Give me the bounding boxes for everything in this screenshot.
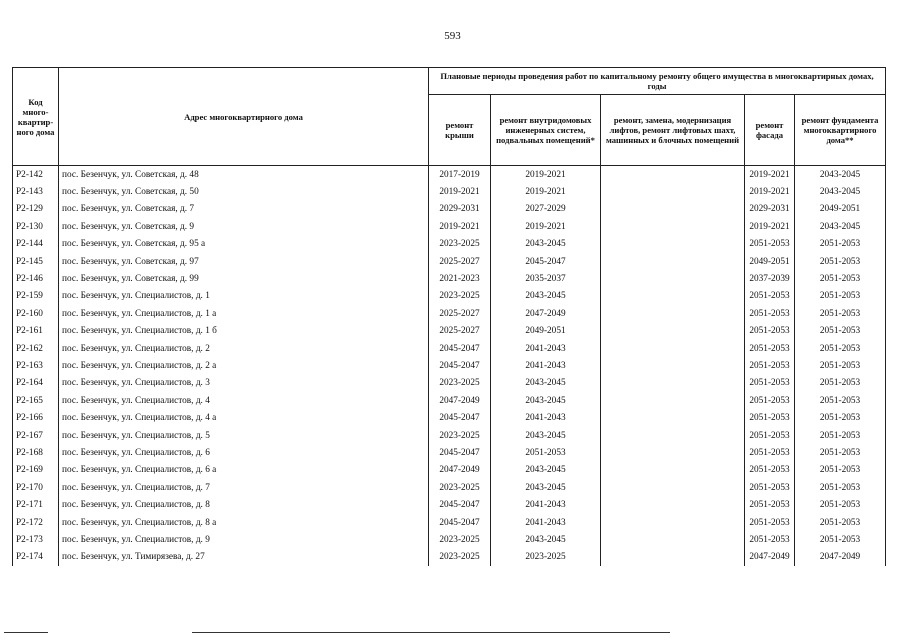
cell-facade: 2051-2053 [745,531,795,548]
cell-systems: 2035-2037 [491,270,601,287]
cell-address: пос. Безенчук, ул. Советская, д. 95 а [59,236,429,253]
cell-foundation: 2051-2053 [795,392,886,409]
cell-address: пос. Безенчук, ул. Специалистов, д. 8 а [59,514,429,531]
cell-elevator [601,357,745,374]
header-facade: ремонт фасада [745,95,795,166]
header-elevator: ремонт, замена, модернизация лифтов, ремонт лифтовых шахт, машинных и блочных помещений [601,95,745,166]
cell-roof: 2045-2047 [429,444,491,461]
cell-facade: 2019-2021 [745,183,795,200]
cell-foundation: 2051-2053 [795,375,886,392]
table-row [13,409,886,426]
cell-foundation: 2043-2045 [795,166,886,184]
cell-foundation: 2051-2053 [795,444,886,461]
table-row [13,340,886,357]
cell-address: пос. Безенчук, ул. Специалистов, д. 9 [59,531,429,548]
cell-foundation: 2051-2053 [795,270,886,287]
cell-code: Р2-162 [13,340,59,357]
cell-facade: 2051-2053 [745,236,795,253]
header-foundation: ремонт фундамента многоквартирного дома** [795,95,886,166]
cell-roof: 2019-2021 [429,183,491,200]
cell-systems: 2019-2021 [491,183,601,200]
cell-roof: 2023-2025 [429,375,491,392]
cell-elevator [601,305,745,322]
cell-roof: 2025-2027 [429,253,491,270]
cell-elevator [601,514,745,531]
cell-roof: 2023-2025 [429,479,491,496]
cell-code: Р2-130 [13,218,59,235]
cell-roof: 2017-2019 [429,166,491,184]
cell-foundation: 2043-2045 [795,183,886,200]
bottom-rule-right [192,632,670,633]
cell-address: пос. Безенчук, ул. Специалистов, д. 5 [59,427,429,444]
cell-systems: 2019-2021 [491,218,601,235]
cell-foundation: 2051-2053 [795,323,886,340]
table-row [13,323,886,340]
cell-address: пос. Безенчук, ул. Советская, д. 9 [59,218,429,235]
cell-foundation: 2051-2053 [795,531,886,548]
table-row [13,236,886,253]
cell-elevator [601,462,745,479]
cell-foundation: 2051-2053 [795,253,886,270]
table-row [13,531,886,548]
cell-address: пос. Безенчук, ул. Специалистов, д. 4 [59,392,429,409]
table-row [13,305,886,322]
table-row [13,549,886,566]
cell-systems: 2041-2043 [491,357,601,374]
cell-address: пос. Безенчук, ул. Советская, д. 99 [59,270,429,287]
table-row [13,514,886,531]
cell-code: Р2-172 [13,514,59,531]
cell-facade: 2051-2053 [745,375,795,392]
cell-address: пос. Безенчук, ул. Специалистов, д. 1 б [59,323,429,340]
bottom-rule-left [4,632,48,633]
cell-code: Р2-169 [13,462,59,479]
page-number: 593 [444,30,461,42]
capital-repair-table [12,67,886,566]
cell-address: пос. Безенчук, ул. Специалистов, д. 8 [59,496,429,513]
cell-systems: 2043-2045 [491,479,601,496]
cell-foundation: 2043-2045 [795,218,886,235]
cell-foundation: 2051-2053 [795,236,886,253]
cell-facade: 2051-2053 [745,462,795,479]
table-row [13,201,886,218]
cell-elevator [601,427,745,444]
cell-roof: 2023-2025 [429,531,491,548]
cell-code: Р2-161 [13,323,59,340]
cell-code: Р2-160 [13,305,59,322]
cell-elevator [601,270,745,287]
cell-systems: 2023-2025 [491,549,601,566]
cell-address: пос. Безенчук, ул. Специалистов, д. 7 [59,479,429,496]
cell-systems: 2041-2043 [491,514,601,531]
cell-code: Р2-170 [13,479,59,496]
cell-code: Р2-173 [13,531,59,548]
cell-code: Р2-143 [13,183,59,200]
cell-elevator [601,166,745,184]
cell-foundation: 2051-2053 [795,496,886,513]
table-row [13,288,886,305]
cell-facade: 2051-2053 [745,340,795,357]
cell-facade: 2051-2053 [745,392,795,409]
table-header [13,68,886,166]
cell-roof: 2023-2025 [429,288,491,305]
cell-facade: 2051-2053 [745,323,795,340]
cell-code: Р2-165 [13,392,59,409]
table-row [13,496,886,513]
cell-facade: 2051-2053 [745,496,795,513]
cell-foundation: 2047-2049 [795,549,886,566]
cell-systems: 2043-2045 [491,392,601,409]
header-address: Адрес многоквартирного дома [59,68,429,166]
cell-address: пос. Безенчук, ул. Специалистов, д. 6 а [59,462,429,479]
cell-elevator [601,323,745,340]
cell-address: пос. Безенчук, ул. Специалистов, д. 3 [59,375,429,392]
cell-elevator [601,340,745,357]
cell-code: Р2-144 [13,236,59,253]
cell-address: пос. Безенчук, ул. Специалистов, д. 1 [59,288,429,305]
cell-systems: 2043-2045 [491,288,601,305]
cell-systems: 2041-2043 [491,340,601,357]
cell-elevator [601,496,745,513]
cell-facade: 2051-2053 [745,514,795,531]
table-row [13,270,886,287]
cell-roof: 2021-2023 [429,270,491,287]
cell-code: Р2-168 [13,444,59,461]
cell-address: пос. Безенчук, ул. Специалистов, д. 4 а [59,409,429,426]
table-row [13,166,886,184]
cell-roof: 2047-2049 [429,462,491,479]
cell-foundation: 2051-2053 [795,409,886,426]
cell-systems: 2043-2045 [491,462,601,479]
cell-code: Р2-129 [13,201,59,218]
cell-foundation: 2051-2053 [795,357,886,374]
cell-roof: 2023-2025 [429,549,491,566]
cell-facade: 2051-2053 [745,288,795,305]
cell-code: Р2-146 [13,270,59,287]
cell-facade: 2051-2053 [745,479,795,496]
cell-systems: 2043-2045 [491,531,601,548]
cell-elevator [601,288,745,305]
header-systems: ремонт внутридомовых инженерных систем, подвальных помещений* [491,95,601,166]
table-row [13,357,886,374]
cell-address: пос. Безенчук, ул. Специалистов, д. 1 а [59,305,429,322]
cell-address: пос. Безенчук, ул. Советская, д. 50 [59,183,429,200]
cell-roof: 2029-2031 [429,201,491,218]
cell-foundation: 2051-2053 [795,305,886,322]
cell-facade: 2019-2021 [745,166,795,184]
cell-elevator [601,253,745,270]
cell-foundation: 2051-2053 [795,462,886,479]
table-row [13,253,886,270]
cell-facade: 2019-2021 [745,218,795,235]
cell-systems: 2019-2021 [491,166,601,184]
table-row [13,427,886,444]
table-row [13,183,886,200]
table-row [13,479,886,496]
cell-address: пос. Безенчук, ул. Специалистов, д. 2 [59,340,429,357]
cell-systems: 2041-2043 [491,496,601,513]
cell-systems: 2045-2047 [491,253,601,270]
cell-systems: 2027-2029 [491,201,601,218]
cell-elevator [601,218,745,235]
cell-address: пос. Безенчук, ул. Специалистов, д. 6 [59,444,429,461]
cell-elevator [601,549,745,566]
table-row [13,444,886,461]
cell-facade: 2049-2051 [745,253,795,270]
cell-roof: 2019-2021 [429,218,491,235]
cell-systems: 2041-2043 [491,409,601,426]
cell-code: Р2-166 [13,409,59,426]
cell-code: Р2-142 [13,166,59,184]
cell-foundation: 2049-2051 [795,201,886,218]
cell-elevator [601,479,745,496]
table-row [13,375,886,392]
cell-systems: 2043-2045 [491,427,601,444]
cell-facade: 2051-2053 [745,444,795,461]
cell-code: Р2-163 [13,357,59,374]
cell-elevator [601,183,745,200]
header-roof: ремонт крыши [429,95,491,166]
table-row [13,392,886,409]
cell-facade: 2051-2053 [745,427,795,444]
cell-roof: 2045-2047 [429,340,491,357]
cell-address: пос. Безенчук, ул. Советская, д. 48 [59,166,429,184]
table-row [13,218,886,235]
cell-roof: 2045-2047 [429,514,491,531]
cell-foundation: 2051-2053 [795,479,886,496]
cell-systems: 2043-2045 [491,236,601,253]
cell-roof: 2045-2047 [429,357,491,374]
table-row [13,462,886,479]
table-body [13,166,886,566]
cell-code: Р2-159 [13,288,59,305]
cell-code: Р2-164 [13,375,59,392]
cell-code: Р2-167 [13,427,59,444]
cell-roof: 2025-2027 [429,323,491,340]
cell-foundation: 2051-2053 [795,514,886,531]
header-code: Код много-квартир-ного дома [13,68,59,166]
cell-address: пос. Безенчук, ул. Тимирязева, д. 27 [59,549,429,566]
cell-address: пос. Безенчук, ул. Советская, д. 7 [59,201,429,218]
cell-roof: 2045-2047 [429,496,491,513]
cell-elevator [601,201,745,218]
cell-roof: 2023-2025 [429,236,491,253]
cell-foundation: 2051-2053 [795,288,886,305]
cell-facade: 2051-2053 [745,409,795,426]
cell-systems: 2043-2045 [491,375,601,392]
cell-facade: 2051-2053 [745,305,795,322]
cell-elevator [601,392,745,409]
cell-code: Р2-171 [13,496,59,513]
header-planned-periods: Плановые периоды проведения работ по капитальному ремонту общего имущества в многоквартирных домах, годы [429,68,886,95]
cell-foundation: 2051-2053 [795,427,886,444]
cell-systems: 2047-2049 [491,305,601,322]
cell-address: пос. Безенчук, ул. Специалистов, д. 2 а [59,357,429,374]
cell-roof: 2045-2047 [429,409,491,426]
cell-elevator [601,444,745,461]
cell-roof: 2023-2025 [429,427,491,444]
cell-facade: 2029-2031 [745,201,795,218]
cell-elevator [601,236,745,253]
cell-elevator [601,531,745,548]
cell-foundation: 2051-2053 [795,340,886,357]
cell-code: Р2-174 [13,549,59,566]
cell-facade: 2047-2049 [745,549,795,566]
cell-elevator [601,375,745,392]
cell-facade: 2051-2053 [745,357,795,374]
cell-systems: 2051-2053 [491,444,601,461]
cell-systems: 2049-2051 [491,323,601,340]
cell-facade: 2037-2039 [745,270,795,287]
cell-elevator [601,409,745,426]
cell-address: пос. Безенчук, ул. Советская, д. 97 [59,253,429,270]
cell-code: Р2-145 [13,253,59,270]
cell-roof: 2047-2049 [429,392,491,409]
cell-roof: 2025-2027 [429,305,491,322]
